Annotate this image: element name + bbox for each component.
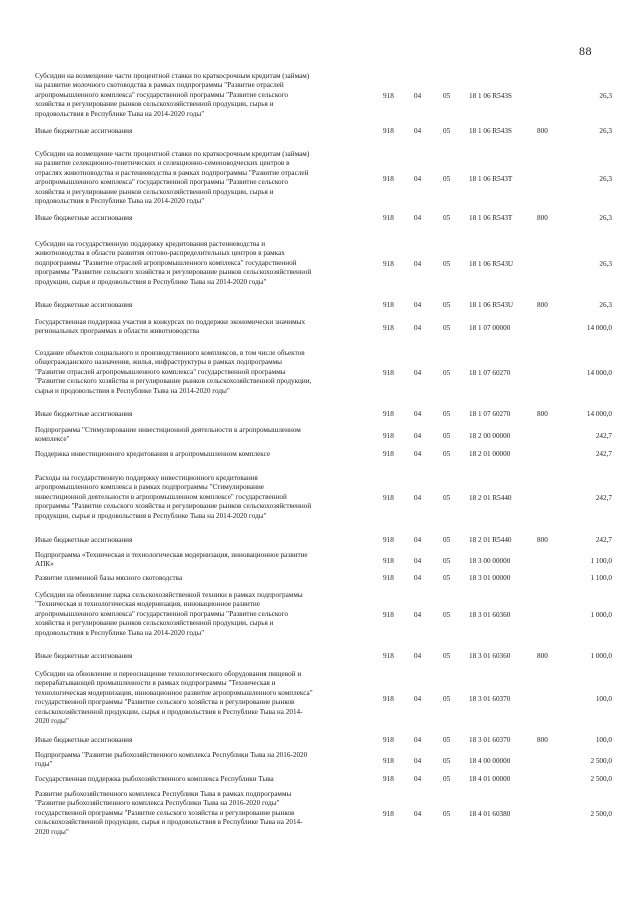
row-subsection-code: 05 [443,301,451,309]
row-section-code: 04 [414,368,422,377]
row-amount: 14 000,0 [586,410,612,418]
row-section-code: 04 [414,127,422,135]
row-target-article-code: 18 1 06 R543T [469,174,513,183]
row-name: Подпрограмма "Развитие рыбохозяйственного комплекса Республики Тыва на 2016-2020 годы" [35,751,308,769]
table-row [0,72,640,124]
row-name: Субсидии на обновление парка сельскохозяйственной техники в рамках подпрограммы "Техническая и технологическая модернизация, инновационное развитие агропромышленного комплекса" государственной программы "Развитие сельского хозяйства и регулирование рынков сельскохозяйственной продукции, сырья и продовольствия в Республике Тыва на 2014-2020 годы" [35,591,303,637]
row-section-code: 04 [414,259,422,268]
row-amount: 242,7 [595,450,612,458]
table-row [0,574,640,586]
table-row [0,301,640,313]
row-target-article-code: 18 2 01 R5440 [469,536,512,544]
row-target-article-code: 18 3 01 60370 [469,736,511,744]
row-subsection-code: 05 [443,610,451,619]
row-name: Подпрограмма "Стимулирование инвестиционной деятельности в агропромышленном комплексе" [35,426,301,444]
row-section-code: 04 [414,214,422,222]
row-section-code: 04 [414,775,422,783]
table-row [0,349,640,403]
row-section-code: 04 [414,431,422,440]
row-section-code: 04 [414,694,422,703]
row-name: Поддержка инвестиционного кредитования в агропромышленном комплексе [35,450,271,458]
row-expense-type-code: 800 [537,536,548,544]
row-target-article-code: 18 3 01 60360 [469,610,511,619]
row-amount: 14 000,0 [586,368,612,377]
row-subsection-code: 05 [443,775,451,783]
row-expense-type-code: 800 [537,127,548,135]
row-grbs-code: 918 [383,610,394,619]
row-target-article-code: 18 1 06 R543S [469,91,512,100]
row-subsection-code: 05 [443,556,451,565]
row-grbs-code: 918 [383,214,394,222]
row-section-code: 04 [414,301,422,309]
row-target-article-code: 18 1 06 R543U [469,259,514,268]
row-subsection-code: 05 [443,368,451,377]
row-subsection-code: 05 [443,174,451,183]
row-section-code: 04 [414,493,422,502]
table-row [0,318,640,340]
row-amount: 26,3 [599,91,612,100]
row-amount: 100,0 [595,736,612,744]
row-amount: 1 000,0 [590,652,612,660]
row-amount: 1 100,0 [590,556,612,565]
row-target-article-code: 18 3 01 00000 [469,574,511,582]
row-amount: 2 500,0 [590,756,612,765]
row-grbs-code: 918 [383,174,394,183]
row-target-article-code: 18 4 00 00000 [469,756,511,765]
row-subsection-code: 05 [443,756,451,765]
row-expense-type-code: 800 [537,214,548,222]
row-subsection-code: 05 [443,694,451,703]
row-subsection-code: 05 [443,214,451,222]
row-grbs-code: 918 [383,368,394,377]
row-section-code: 04 [414,556,422,565]
table-row [0,150,640,208]
row-target-article-code: 18 2 00 00000 [469,431,511,440]
row-subsection-code: 05 [443,536,451,544]
row-target-article-code: 18 4 01 00000 [469,775,511,783]
row-section-code: 04 [414,174,422,183]
row-amount: 1 100,0 [590,574,612,582]
row-target-article-code: 18 4 01 60380 [469,809,511,818]
table-row [0,775,640,787]
row-grbs-code: 918 [383,756,394,765]
row-grbs-code: 918 [383,652,394,660]
row-grbs-code: 918 [383,574,394,582]
row-section-code: 04 [414,450,422,458]
row-section-code: 04 [414,536,422,544]
row-target-article-code: 18 2 01 00000 [469,450,511,458]
row-expense-type-code: 800 [537,652,548,660]
row-grbs-code: 918 [383,431,394,440]
table-row [0,474,640,530]
table-row [0,591,640,645]
row-grbs-code: 918 [383,127,394,135]
row-section-code: 04 [414,410,422,418]
row-amount: 1 000,0 [590,610,612,619]
row-subsection-code: 05 [443,259,451,268]
row-subsection-code: 05 [443,574,451,582]
row-section-code: 04 [414,610,422,619]
row-name: Иные бюджетные ассигнования [35,410,133,418]
row-name: Иные бюджетные ассигнования [35,214,133,222]
row-grbs-code: 918 [383,536,394,544]
row-name: Расходы на государственную поддержку инвестиционного кредитования агропромышленного комплекса в рамках подпрограммы "Стимулирование инвестиционной деятельности в агропромышленном комплексе" государственной программы "Развитие сельского хозяйства и регулирование рынков сельскохозяйственной продукции, сырья и продовольствия в Республике Тыва на 2014-2020 годы" [35,474,312,520]
row-name: Государственная поддержка участия в конкурсах по поддержке экономически значимых региональных программах в области животноводства [35,318,306,336]
row-target-article-code: 18 1 07 00000 [469,323,511,332]
table-row [0,751,640,771]
row-amount: 2 500,0 [590,809,612,818]
page-number: 88 [579,44,592,58]
row-amount: 26,3 [599,301,612,309]
row-grbs-code: 918 [383,736,394,744]
row-section-code: 04 [414,652,422,660]
row-amount: 26,3 [599,174,612,183]
row-subsection-code: 05 [443,127,451,135]
row-name: Развитие рыбохозяйственного комплекса Республики Тыва в рамках подпрограммы "Развитие рыбохозяйственного комплекса Республики Тыва на 2016-2020 годы" государственной программы "Развитие сельского хозяйства и регулирование рынков сельскохозяйственной продукции, сырья и продовольствия в Республике Тыва на 2014- 2020 годы" [35,790,303,836]
row-target-article-code: 18 3 00 00000 [469,556,511,565]
row-subsection-code: 05 [443,493,451,502]
row-grbs-code: 918 [383,556,394,565]
row-section-code: 04 [414,574,422,582]
table-row [0,450,640,462]
row-name: Субсидии на государственную поддержку кредитования растениеводства и животноводства в области развития оптово-распределительных центров в рамках подпрограммы "Развитие отраслей агропромышленного комплекса" государственной программы "Развитие сельского хозяйства и регулирование рынков сельскохозяйственной продукции, сырья и продовольствия в Республике Тыва на 2014-2020 годы" [35,240,312,286]
row-subsection-code: 05 [443,809,451,818]
row-grbs-code: 918 [383,259,394,268]
table-row [0,127,640,139]
row-section-code: 04 [414,736,422,744]
row-subsection-code: 05 [443,431,451,440]
table-row [0,790,640,842]
row-name: Подпрограмма «Техническая и технологическая модернизация, инновационное развитие АПК» [35,551,308,569]
row-section-code: 04 [414,91,422,100]
table-row [0,670,640,730]
row-target-article-code: 18 3 01 60370 [469,694,511,703]
row-name: Иные бюджетные ассигнования [35,652,133,660]
row-amount: 100,0 [595,694,612,703]
row-name: Субсидии на возмещение части процентной ставки по краткосрочным кредитам (займам) на развитие селекционно-генетических и селекционно-семеноводческих центров в отраслях животноводства и растениеводства в рамках подпрограммы "Развитие отраслей агропромышленного комплекса" государственной программы "Развитие сельского хозяйства и регулирование рынков сельскохозяйственной продукции, сырья и продовольствия в Республике Тыва на 2014-2020 годы" [35,150,310,206]
table-row [0,426,640,446]
row-grbs-code: 918 [383,301,394,309]
row-amount: 2 500,0 [590,775,612,783]
row-target-article-code: 18 1 06 R543U [469,301,514,309]
row-subsection-code: 05 [443,652,451,660]
table-row [0,551,640,571]
row-amount: 242,7 [595,493,612,502]
table-row [0,214,640,226]
row-grbs-code: 918 [383,694,394,703]
row-subsection-code: 05 [443,323,451,332]
row-name: Иные бюджетные ассигнования [35,127,133,135]
row-subsection-code: 05 [443,736,451,744]
table-row [0,410,640,422]
row-amount: 26,3 [599,259,612,268]
row-name: Развитие племенной базы мясного скотоводства [35,574,183,582]
row-name: Иные бюджетные ассигнования [35,736,133,744]
row-subsection-code: 05 [443,91,451,100]
table-row [0,536,640,548]
table-row [0,240,640,296]
row-section-code: 04 [414,809,422,818]
row-grbs-code: 918 [383,410,394,418]
row-amount: 26,3 [599,214,612,222]
row-name: Государственная поддержка рыбохозяйственного комплекса Республики Тыва [35,775,274,783]
row-expense-type-code: 800 [537,736,548,744]
row-subsection-code: 05 [443,410,451,418]
row-name: Иные бюджетные ассигнования [35,536,133,544]
row-expense-type-code: 800 [537,410,548,418]
row-section-code: 04 [414,323,422,332]
row-amount: 242,7 [595,536,612,544]
row-name: Создание объектов социального и производственного комплексов, в том числе объектов общегражданского назначения, жилья, инфраструктуры в рамках подпрограммы "Развитие отраслей агропромышленного комплекса" государственной программы "Развитие сельского хозяйства и регулирование рынков сельскохозяйственной продукции, сырья и продовольствия в Республике Тыва на 2014-2020 годы" [35,349,312,395]
row-grbs-code: 918 [383,91,394,100]
row-grbs-code: 918 [383,775,394,783]
row-amount: 14 000,0 [586,323,612,332]
row-name: Иные бюджетные ассигнования [35,301,133,309]
row-subsection-code: 05 [443,450,451,458]
table-row [0,736,640,748]
row-section-code: 04 [414,756,422,765]
row-target-article-code: 18 3 01 60360 [469,652,511,660]
row-grbs-code: 918 [383,450,394,458]
row-name: Субсидии на обновление и переоснащение технологического оборудования пищевой и перерабатывающей промышленности в рамках подпрограммы "Техническая и технологическая модернизация, инновационное развитие агропромышленного комплекса" государственной программы "Развитие сельского хозяйства и регулирование рынков сельскохозяйственной продукции, сырья и продовольствия в Республике Тыва на 2014- 2020 годы" [35,670,313,726]
row-expense-type-code: 800 [537,301,548,309]
table-row [0,652,640,664]
row-name: Субсидии на возмещение части процентной ставки по краткосрочным кредитам (займам) на развитие молочного скотоводства в рамках подпрограммы "Развитие отраслей агропромышленного комплекса" государственной программы "Развитие сельского хозяйства и регулирование рынков сельскохозяйственной продукции, сырья и продовольствия в Республике Тыва на 2014-2020 годы" [35,72,310,118]
row-amount: 242,7 [595,431,612,440]
row-target-article-code: 18 1 07 60270 [469,368,511,377]
row-grbs-code: 918 [383,323,394,332]
row-target-article-code: 18 1 06 R543T [469,214,513,222]
row-amount: 26,3 [599,127,612,135]
row-target-article-code: 18 1 07 60270 [469,410,511,418]
row-target-article-code: 18 1 06 R543S [469,127,512,135]
row-target-article-code: 18 2 01 R5440 [469,493,512,502]
row-grbs-code: 918 [383,809,394,818]
row-grbs-code: 918 [383,493,394,502]
